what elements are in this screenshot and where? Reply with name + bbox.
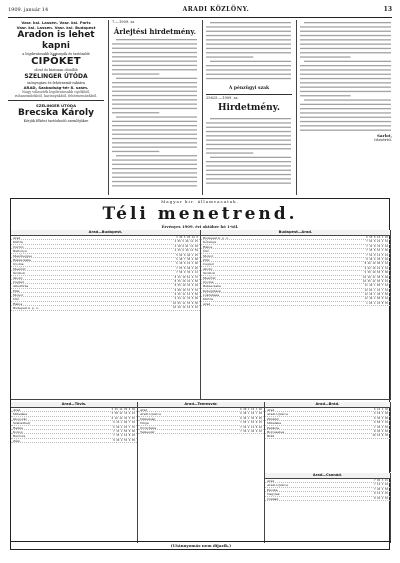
text-line bbox=[206, 74, 291, 75]
departure-times: 9 02 10 22 4 32 bbox=[364, 266, 388, 270]
text-line bbox=[112, 176, 197, 177]
text-line bbox=[112, 150, 159, 151]
station-name: Arad bbox=[203, 301, 211, 306]
text-line bbox=[206, 182, 291, 183]
departure-times: 8 40 10 00 4 10 bbox=[364, 262, 388, 266]
text-line bbox=[112, 168, 197, 169]
text-line bbox=[112, 73, 159, 74]
departure-times: 12 20 1 40 7 50 bbox=[364, 293, 388, 297]
station-name: Borossebes bbox=[267, 429, 285, 434]
departure-times: 7 35 2 10 8 20 bbox=[113, 434, 135, 438]
text-line bbox=[206, 44, 291, 45]
ad-line-3: a legdivatosabb harisnyák és tartósabb bbox=[22, 52, 90, 56]
ad-address: ARAD, Szabadság-tér 8. szám. bbox=[23, 84, 89, 90]
text-line bbox=[300, 52, 391, 53]
text-line bbox=[112, 43, 197, 44]
station-name: Vinga bbox=[140, 421, 149, 426]
text-line bbox=[300, 91, 391, 92]
station-name: Monor bbox=[13, 293, 24, 298]
station-name: Budapest k. p. u. bbox=[13, 306, 39, 311]
text-line bbox=[112, 172, 197, 173]
departure-times: 6 10 2 30 bbox=[373, 408, 388, 411]
departure-times: 11 40 1 00 7 10 bbox=[364, 284, 388, 288]
station-name: Üllő bbox=[13, 297, 20, 302]
departure-times: 3 40 5 20 12 0 bbox=[176, 236, 198, 239]
departure-times: 6 50 8 10 2 20 bbox=[366, 236, 388, 239]
departure-times: 7 50 2 40 9 10 bbox=[240, 429, 262, 433]
text-line bbox=[112, 64, 197, 65]
departure-times: 8 45 4 55 bbox=[373, 496, 388, 500]
station-name: Mezőtúr bbox=[13, 266, 26, 271]
station-name: Mikelaka bbox=[267, 421, 281, 426]
timetable-block bbox=[138, 402, 265, 543]
tender-notice-column bbox=[112, 20, 198, 195]
station-name: Rákos bbox=[13, 301, 23, 306]
departure-times: 8 15 10 01 4 37 bbox=[174, 275, 198, 279]
station-name: Aradi-Ujváros bbox=[140, 412, 162, 417]
station-name: Radna bbox=[13, 425, 23, 430]
text-line bbox=[206, 139, 291, 140]
text-line bbox=[206, 52, 291, 53]
ad-divider bbox=[8, 100, 104, 101]
departure-times: 4 18 6 01 12 40 bbox=[174, 244, 198, 248]
announcement-body-text-lines bbox=[206, 116, 292, 186]
text-line bbox=[300, 65, 391, 66]
text-line bbox=[112, 47, 197, 48]
text-columns bbox=[8, 20, 392, 195]
departure-times: 6 40 3 00 bbox=[373, 416, 388, 420]
ad-line-1: Vasr. ksl. Lassen. Vasr. ksl. Paris bbox=[21, 20, 91, 25]
text-line bbox=[112, 185, 197, 186]
station-name: Németság bbox=[140, 416, 156, 421]
text-line bbox=[112, 82, 197, 83]
departure-times: 5 02 6 46 1 25 bbox=[176, 253, 198, 257]
column-rule bbox=[296, 20, 297, 195]
announcement-number: 25625.—1909. sz. bbox=[206, 96, 239, 101]
departure-times: 7 12 3 22 bbox=[373, 483, 388, 487]
timetable-row bbox=[265, 497, 390, 501]
ad-headline: Aradon is lehet kapni bbox=[17, 30, 95, 51]
text-line bbox=[300, 117, 391, 118]
timetable-row bbox=[138, 430, 264, 434]
station-name: Arad bbox=[13, 236, 21, 240]
text-line bbox=[300, 112, 391, 113]
text-line bbox=[112, 125, 197, 126]
departure-times: 7 52 9 12 3 22 bbox=[366, 253, 388, 257]
masthead bbox=[8, 6, 392, 18]
text-line bbox=[300, 31, 391, 32]
text-line bbox=[112, 146, 197, 147]
column-rule bbox=[202, 20, 203, 195]
departure-times: 12 40 2 00 8 10 bbox=[364, 297, 388, 301]
timetable-footer: (Utánnyomás nem díjazik.) bbox=[11, 541, 391, 549]
text-line bbox=[304, 99, 391, 100]
departure-times: 7 05 1 55 8 25 bbox=[240, 421, 262, 425]
winter-timetable bbox=[10, 198, 390, 550]
departure-times: 10 05 11 55 6 30 bbox=[173, 301, 198, 305]
timetable-row bbox=[11, 439, 137, 443]
departure-times: 5 48 7 30 2 08 bbox=[176, 257, 198, 261]
page-number: 13 bbox=[383, 6, 392, 13]
station-name: Rákos bbox=[203, 244, 213, 249]
departure-times: 8 20 2 55 9 05 bbox=[113, 438, 135, 442]
text-line bbox=[210, 156, 291, 157]
departure-times: 7 05 3 15 bbox=[373, 479, 388, 482]
ad-tail: Kérjük főként tartózkodó szemléjükre bbox=[23, 119, 89, 124]
timetable-block bbox=[265, 402, 391, 472]
text-line bbox=[300, 26, 391, 27]
station-name: Brád bbox=[267, 434, 275, 439]
text-line bbox=[300, 69, 391, 70]
right-column-text-lines bbox=[300, 20, 392, 132]
departure-times: 6 25 1 00 7 10 bbox=[113, 421, 135, 425]
text-line bbox=[112, 163, 197, 164]
text-line bbox=[206, 35, 291, 36]
station-name: Békéscsaba bbox=[13, 257, 31, 262]
section-label: A pénzügyi szak bbox=[228, 85, 270, 91]
timetable-block-header: Arad—Budapest. bbox=[11, 230, 200, 236]
ad-line-5: szőnyegáru és fehérnemű-raktára bbox=[26, 80, 86, 85]
text-line bbox=[206, 165, 291, 166]
text-line bbox=[300, 35, 391, 36]
departure-times: 8 55 10 43 5 18 bbox=[174, 284, 198, 288]
departure-times: 8 35 10 22 4 58 bbox=[174, 279, 198, 283]
station-name: Kétegyháza bbox=[203, 288, 221, 293]
text-line bbox=[116, 39, 197, 40]
timetable-grid bbox=[11, 230, 391, 543]
notice-title: Árlejtési hirdetmény. bbox=[113, 26, 197, 36]
text-line bbox=[206, 26, 291, 27]
text-line bbox=[300, 39, 391, 40]
ad-shop-name-2: SZELINGER ÚTÓDA bbox=[35, 103, 77, 109]
text-line bbox=[206, 174, 291, 175]
text-line bbox=[116, 116, 197, 117]
text-line bbox=[300, 74, 391, 75]
timetable-block-header: Arad—Temesvár. bbox=[138, 402, 264, 408]
departure-times: 6 40 8 22 3 00 bbox=[176, 262, 198, 266]
text-line bbox=[304, 22, 391, 23]
station-name: Szolnok bbox=[203, 271, 215, 276]
station-name: Mikelaka bbox=[13, 412, 27, 417]
text-line bbox=[300, 125, 391, 126]
timetable-row bbox=[265, 434, 390, 438]
text-line bbox=[112, 90, 197, 91]
text-line bbox=[116, 77, 197, 78]
station-name: Pankota bbox=[267, 425, 280, 430]
text-line bbox=[300, 95, 351, 96]
station-name: Orczyfalva bbox=[140, 425, 157, 430]
text-line bbox=[210, 22, 291, 23]
departure-times: 6 10 12 45 6 55 bbox=[111, 416, 135, 420]
text-line bbox=[112, 103, 197, 104]
ad-small-print: Nagy választék legdivatosabb cipőkből, ruhaneműekből, harisnyákból, fehérneműekből. bbox=[14, 89, 98, 99]
timetable-ministry: Magyar kir. államvasutak. bbox=[161, 199, 239, 204]
timetable-row bbox=[11, 306, 200, 310]
departure-times: 1 05 2 25 8 35 bbox=[366, 301, 388, 305]
right-column bbox=[300, 20, 392, 195]
departure-times: 6 28 1 18 7 48 bbox=[240, 412, 262, 416]
notice-body bbox=[112, 37, 198, 189]
text-line bbox=[300, 104, 391, 105]
text-line bbox=[300, 87, 391, 88]
departure-times: 7 35 8 55 3 05 bbox=[366, 249, 388, 253]
station-name: Pilis bbox=[13, 288, 20, 293]
text-line bbox=[112, 94, 197, 95]
station-name: Battonya bbox=[13, 249, 27, 254]
departure-times: 10 45 12 05 6 15 bbox=[363, 279, 388, 283]
departure-times: 6 50 1 25 7 35 bbox=[113, 425, 135, 429]
station-name: Lőkösháza bbox=[203, 293, 220, 298]
departure-times: 10 10 6 30 bbox=[372, 434, 388, 438]
station-name: Zám bbox=[13, 438, 20, 443]
station-name: Cegléd bbox=[13, 279, 24, 284]
station-name: Zimánd bbox=[267, 416, 279, 421]
timetable-subtitle: Érvényes 1909. évi október hó 1-től. bbox=[11, 224, 389, 231]
station-name: Békéscsaba bbox=[203, 284, 221, 289]
text-line bbox=[206, 56, 253, 57]
timetable-row bbox=[201, 302, 390, 306]
station-name: Gyoma bbox=[13, 262, 24, 267]
text-line bbox=[300, 44, 391, 45]
text-line bbox=[112, 112, 159, 113]
station-name: Aradi-Ujváros bbox=[267, 412, 289, 417]
departure-times: 8 20 4 40 bbox=[373, 429, 388, 433]
departure-times: 7 02 8 22 2 32 bbox=[366, 240, 388, 244]
departure-times: 7 50 9 36 4 12 bbox=[176, 271, 198, 275]
station-name: Albertirsa bbox=[13, 284, 29, 289]
departure-times: 5 58 12 33 6 43 bbox=[111, 412, 135, 416]
ad-shop-name: SZELINGER ÚTÓDA bbox=[24, 72, 88, 80]
departure-times: 7 05 8 48 3 26 bbox=[176, 266, 198, 270]
text-line bbox=[112, 137, 197, 138]
station-name: Kürtös bbox=[13, 240, 24, 245]
station-name: Arad bbox=[140, 408, 148, 412]
column-rule bbox=[108, 20, 109, 195]
text-line bbox=[210, 61, 291, 62]
departure-times: 8 10 9 30 3 40 bbox=[366, 257, 388, 261]
timetable-block bbox=[11, 402, 138, 543]
text-line bbox=[112, 51, 197, 52]
station-name: Nagylak bbox=[267, 492, 280, 497]
station-name: Arad bbox=[267, 479, 275, 483]
text-line bbox=[300, 78, 391, 79]
text-line bbox=[300, 108, 391, 109]
timetable-block-header: Arad—Brád. bbox=[265, 402, 390, 408]
text-line bbox=[206, 39, 291, 40]
departure-times: 4 35 6 20 12 59 bbox=[174, 249, 198, 253]
text-line bbox=[206, 148, 291, 149]
text-line bbox=[206, 131, 291, 132]
text-line bbox=[206, 78, 291, 79]
issue-date: 1909. január 14 bbox=[8, 7, 49, 13]
text-line bbox=[300, 130, 391, 131]
timetable-title: Téli menetrend. bbox=[102, 204, 298, 224]
text-line bbox=[206, 122, 291, 123]
station-name: Gyoma bbox=[203, 279, 214, 284]
timetable-block bbox=[201, 230, 391, 400]
departure-times: 9 30 10 50 5 00 bbox=[364, 271, 388, 275]
timetable-block-header: Arad—Csanád. bbox=[265, 473, 390, 479]
departure-times: 6 45 1 35 8 05 bbox=[240, 416, 262, 420]
text-line bbox=[112, 69, 197, 70]
text-line bbox=[206, 126, 291, 127]
notice-body-text-lines bbox=[112, 37, 198, 187]
text-line bbox=[112, 56, 197, 57]
notice-number: 7.—1909. sz. bbox=[112, 20, 136, 24]
station-name: Glogovác bbox=[13, 416, 28, 421]
text-line bbox=[206, 135, 291, 136]
station-name: Üllő bbox=[203, 249, 210, 254]
departure-times: 8 15 4 25 bbox=[373, 492, 388, 496]
departure-times: 7 22 2 12 8 42 bbox=[240, 425, 262, 429]
text-line bbox=[300, 121, 391, 122]
timetable-block-header: Budapest—Arad. bbox=[201, 230, 390, 236]
text-line bbox=[206, 178, 291, 179]
station-name: Berzova bbox=[13, 434, 26, 439]
signature-name: Sarlot, bbox=[376, 132, 392, 138]
text-line bbox=[206, 144, 291, 145]
text-line bbox=[112, 107, 197, 108]
ad-line-4: olcsó és biztosan olcsóbb bbox=[34, 68, 78, 73]
signature-role: tőzsértő. bbox=[374, 137, 392, 143]
station-name: Temesvár bbox=[140, 429, 155, 434]
section-divider bbox=[206, 94, 292, 95]
departure-times: 6 58 3 18 bbox=[373, 421, 388, 425]
text-line bbox=[206, 161, 291, 162]
text-line bbox=[206, 48, 291, 49]
text-line bbox=[112, 129, 197, 130]
departure-times: 5 45 12 20 6 30 bbox=[111, 408, 135, 411]
departure-times: 4 05 5 46 12 25 bbox=[174, 240, 198, 244]
station-name: Cegléd bbox=[203, 262, 214, 267]
departure-times: 7 15 1 50 8 00 bbox=[113, 429, 135, 433]
departure-times: 12 02 1 22 7 32 bbox=[364, 288, 388, 292]
station-name: Monor bbox=[203, 253, 214, 258]
departure-times: 10 20 12 10 6 45 bbox=[173, 306, 198, 310]
station-name: Abony bbox=[13, 275, 23, 280]
departure-times: 9 25 11 15 5 50 bbox=[174, 293, 198, 297]
departure-times: 9 08 10 57 5 32 bbox=[174, 288, 198, 292]
text-line bbox=[300, 82, 391, 83]
timetable-block bbox=[11, 230, 201, 400]
advertisement-column bbox=[8, 20, 104, 195]
station-name: Curtici bbox=[13, 244, 24, 249]
station-name: Csanád bbox=[267, 496, 279, 501]
departure-times: 7 30 3 50 bbox=[373, 425, 388, 429]
departure-times: 10 18 11 38 5 48 bbox=[363, 275, 388, 279]
station-name: Budapest k. p. u. bbox=[203, 236, 229, 240]
text-line bbox=[112, 120, 197, 121]
timetable-block bbox=[265, 473, 391, 543]
station-name: Konop bbox=[13, 429, 23, 434]
text-line bbox=[206, 31, 291, 32]
departure-times: 6 18 2 38 bbox=[373, 412, 388, 416]
timetable-block-header: Arad—Tövis. bbox=[11, 402, 137, 408]
text-line bbox=[300, 56, 351, 57]
text-line bbox=[112, 159, 197, 160]
text-line bbox=[112, 180, 197, 181]
departure-times: 9 44 11 34 6 09 bbox=[174, 297, 198, 301]
station-name: Arad bbox=[267, 408, 275, 412]
text-line bbox=[112, 86, 197, 87]
station-name: Kőbánya bbox=[203, 240, 217, 245]
station-name: Szolnok bbox=[13, 271, 25, 276]
text-line bbox=[112, 133, 197, 134]
station-name: Pécska bbox=[267, 487, 278, 492]
paper-title: ARADI KÖZLÖNY. bbox=[182, 6, 250, 13]
announcement-column bbox=[206, 20, 292, 195]
departure-times: 7 12 8 32 2 42 bbox=[366, 244, 388, 248]
station-name: Mezőtúr bbox=[203, 275, 216, 280]
text-line bbox=[206, 69, 291, 70]
text-line bbox=[210, 118, 291, 119]
text-line bbox=[206, 169, 291, 170]
text-line bbox=[206, 152, 253, 153]
text-line bbox=[206, 65, 291, 66]
station-name: Arad bbox=[13, 408, 21, 412]
station-name: Aradi-Ujváros bbox=[267, 483, 289, 488]
station-name: Abony bbox=[203, 266, 213, 271]
text-line bbox=[304, 61, 391, 62]
ad-shoes: CIPŐKET bbox=[31, 56, 81, 68]
text-line bbox=[112, 142, 197, 143]
departure-times: 6 20 1 10 7 40 bbox=[240, 408, 262, 411]
station-name: Szabadhely bbox=[13, 421, 31, 426]
announcement-title: Hirdetmény. bbox=[218, 102, 280, 113]
text-line bbox=[300, 48, 391, 49]
text-line bbox=[112, 60, 197, 61]
announcement-top-text-lines bbox=[206, 20, 292, 82]
station-name: Pilis bbox=[203, 257, 210, 262]
ad-line-2: Vasr. ksl. Lassen. Vasr. ksl. Budapest bbox=[16, 25, 96, 30]
text-line bbox=[116, 155, 197, 156]
station-name: Mezőhegyes bbox=[13, 253, 32, 258]
departure-times: 7 40 3 50 bbox=[373, 487, 388, 491]
ad-owner: Brecska Károly bbox=[18, 108, 94, 119]
text-line bbox=[112, 99, 197, 100]
station-name: Kürtös bbox=[203, 297, 214, 302]
